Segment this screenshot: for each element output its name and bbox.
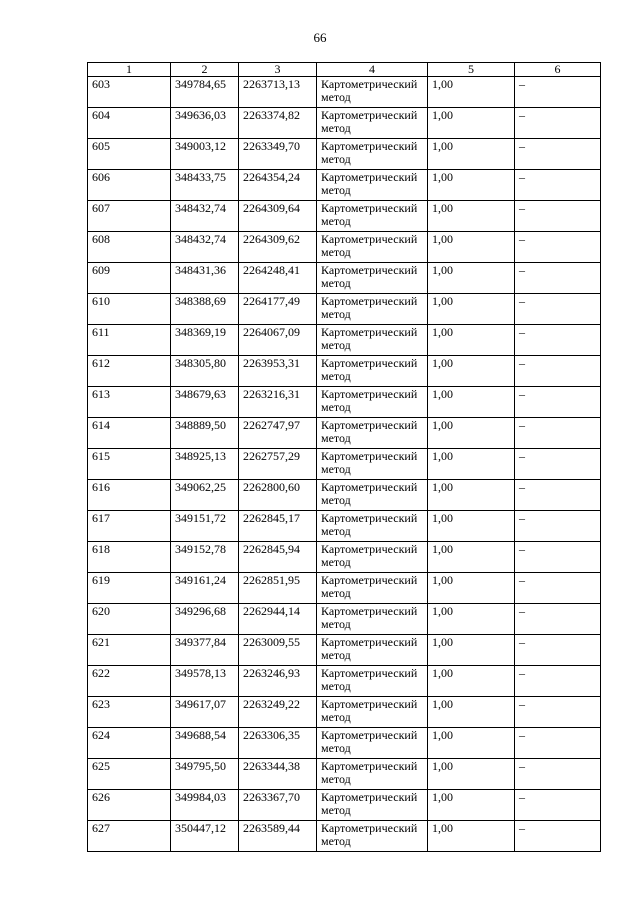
method-text-line-1: Картометрический bbox=[321, 77, 418, 91]
table-row bbox=[88, 511, 601, 542]
method-text-line-2: метод bbox=[321, 617, 351, 631]
point-number-cell: 618 bbox=[88, 542, 171, 573]
x-coordinate-cell: 348433,75 bbox=[171, 170, 239, 201]
method-text-line-1: Картометрический bbox=[321, 418, 418, 432]
table-row bbox=[88, 232, 601, 263]
method-cell bbox=[317, 232, 428, 263]
method-text-line-2: метод bbox=[321, 214, 351, 228]
table-row bbox=[88, 418, 601, 449]
coordinates-table bbox=[87, 62, 601, 852]
accuracy-cell: 1,00 bbox=[428, 294, 515, 325]
y-coordinate-cell: 2262944,14 bbox=[239, 604, 317, 635]
column-header-2: 2 bbox=[171, 63, 239, 77]
note-cell: – bbox=[515, 418, 601, 449]
method-text-line-2: метод bbox=[321, 834, 351, 848]
method-text-line-2: метод bbox=[321, 772, 351, 786]
accuracy-cell: 1,00 bbox=[428, 666, 515, 697]
point-number-cell: 614 bbox=[88, 418, 171, 449]
x-coordinate-cell: 349984,03 bbox=[171, 790, 239, 821]
method-text-line-1: Картометрический bbox=[321, 480, 418, 494]
note-cell: – bbox=[515, 449, 601, 480]
accuracy-cell: 1,00 bbox=[428, 170, 515, 201]
note-cell: – bbox=[515, 542, 601, 573]
method-text-line-2: метод bbox=[321, 493, 351, 507]
method-cell bbox=[317, 387, 428, 418]
table-body bbox=[88, 77, 601, 852]
method-cell bbox=[317, 728, 428, 759]
accuracy-cell: 1,00 bbox=[428, 635, 515, 666]
accuracy-cell: 1,00 bbox=[428, 697, 515, 728]
accuracy-cell: 1,00 bbox=[428, 511, 515, 542]
y-coordinate-cell: 2263374,82 bbox=[239, 108, 317, 139]
method-text-line-1: Картометрический bbox=[321, 604, 418, 618]
note-cell: – bbox=[515, 356, 601, 387]
y-coordinate-cell: 2263216,31 bbox=[239, 387, 317, 418]
accuracy-cell: 1,00 bbox=[428, 480, 515, 511]
note-cell: – bbox=[515, 821, 601, 852]
method-text-line-2: метод bbox=[321, 276, 351, 290]
x-coordinate-cell: 349151,72 bbox=[171, 511, 239, 542]
accuracy-cell: 1,00 bbox=[428, 821, 515, 852]
y-coordinate-cell: 2262747,97 bbox=[239, 418, 317, 449]
method-cell bbox=[317, 201, 428, 232]
column-header-3: 3 bbox=[239, 63, 317, 77]
note-cell: – bbox=[515, 232, 601, 263]
x-coordinate-cell: 349688,54 bbox=[171, 728, 239, 759]
method-text-line-1: Картометрический bbox=[321, 139, 418, 153]
accuracy-cell: 1,00 bbox=[428, 759, 515, 790]
accuracy-cell: 1,00 bbox=[428, 542, 515, 573]
note-cell: – bbox=[515, 139, 601, 170]
point-number-cell: 612 bbox=[88, 356, 171, 387]
table-header bbox=[88, 63, 601, 77]
method-cell bbox=[317, 325, 428, 356]
y-coordinate-cell: 2262800,60 bbox=[239, 480, 317, 511]
method-text-line-1: Картометрический bbox=[321, 821, 418, 835]
table-row bbox=[88, 480, 601, 511]
x-coordinate-cell: 349795,50 bbox=[171, 759, 239, 790]
method-cell bbox=[317, 356, 428, 387]
accuracy-cell: 1,00 bbox=[428, 449, 515, 480]
method-text-line-1: Картометрический bbox=[321, 201, 418, 215]
note-cell: – bbox=[515, 511, 601, 542]
method-text-line-2: метод bbox=[321, 462, 351, 476]
table-row bbox=[88, 201, 601, 232]
point-number-cell: 615 bbox=[88, 449, 171, 480]
table-row bbox=[88, 294, 601, 325]
note-cell: – bbox=[515, 108, 601, 139]
method-text-line-1: Картометрический bbox=[321, 573, 418, 587]
method-text-line-2: метод bbox=[321, 679, 351, 693]
method-text-line-2: метод bbox=[321, 338, 351, 352]
table-row bbox=[88, 77, 601, 108]
point-number-cell: 606 bbox=[88, 170, 171, 201]
method-cell bbox=[317, 480, 428, 511]
table-row bbox=[88, 449, 601, 480]
method-text-line-1: Картометрический bbox=[321, 325, 418, 339]
y-coordinate-cell: 2262845,17 bbox=[239, 511, 317, 542]
note-cell: – bbox=[515, 294, 601, 325]
method-cell bbox=[317, 511, 428, 542]
point-number-cell: 623 bbox=[88, 697, 171, 728]
method-text-line-2: метод bbox=[321, 152, 351, 166]
note-cell: – bbox=[515, 201, 601, 232]
method-text-line-2: метод bbox=[321, 307, 351, 321]
method-text-line-2: метод bbox=[321, 741, 351, 755]
point-number-cell: 616 bbox=[88, 480, 171, 511]
method-text-line-1: Картометрический bbox=[321, 387, 418, 401]
table-row bbox=[88, 635, 601, 666]
x-coordinate-cell: 349636,03 bbox=[171, 108, 239, 139]
point-number-cell: 619 bbox=[88, 573, 171, 604]
y-coordinate-cell: 2264354,24 bbox=[239, 170, 317, 201]
point-number-cell: 627 bbox=[88, 821, 171, 852]
method-text-line-1: Картометрический bbox=[321, 790, 418, 804]
note-cell: – bbox=[515, 77, 601, 108]
method-text-line-2: метод bbox=[321, 90, 351, 104]
point-number-cell: 611 bbox=[88, 325, 171, 356]
method-cell bbox=[317, 790, 428, 821]
method-text-line-1: Картометрический bbox=[321, 449, 418, 463]
note-cell: – bbox=[515, 728, 601, 759]
y-coordinate-cell: 2263349,70 bbox=[239, 139, 317, 170]
x-coordinate-cell: 348432,74 bbox=[171, 232, 239, 263]
note-cell: – bbox=[515, 263, 601, 294]
y-coordinate-cell: 2263306,35 bbox=[239, 728, 317, 759]
table-row bbox=[88, 325, 601, 356]
table-row bbox=[88, 387, 601, 418]
x-coordinate-cell: 348388,69 bbox=[171, 294, 239, 325]
table-row bbox=[88, 697, 601, 728]
x-coordinate-cell: 349784,65 bbox=[171, 77, 239, 108]
y-coordinate-cell: 2263009,55 bbox=[239, 635, 317, 666]
accuracy-cell: 1,00 bbox=[428, 232, 515, 263]
accuracy-cell: 1,00 bbox=[428, 108, 515, 139]
table-row bbox=[88, 573, 601, 604]
column-header-4: 4 bbox=[317, 63, 428, 77]
accuracy-cell: 1,00 bbox=[428, 418, 515, 449]
point-number-cell: 624 bbox=[88, 728, 171, 759]
point-number-cell: 613 bbox=[88, 387, 171, 418]
accuracy-cell: 1,00 bbox=[428, 728, 515, 759]
accuracy-cell: 1,00 bbox=[428, 263, 515, 294]
method-text-line-1: Картометрический bbox=[321, 697, 418, 711]
method-cell bbox=[317, 449, 428, 480]
point-number-cell: 605 bbox=[88, 139, 171, 170]
column-header-1: 1 bbox=[88, 63, 171, 77]
x-coordinate-cell: 349161,24 bbox=[171, 573, 239, 604]
method-text-line-2: метод bbox=[321, 431, 351, 445]
point-number-cell: 621 bbox=[88, 635, 171, 666]
point-number-cell: 603 bbox=[88, 77, 171, 108]
point-number-cell: 620 bbox=[88, 604, 171, 635]
y-coordinate-cell: 2264067,09 bbox=[239, 325, 317, 356]
point-number-cell: 610 bbox=[88, 294, 171, 325]
y-coordinate-cell: 2264248,41 bbox=[239, 263, 317, 294]
x-coordinate-cell: 348679,63 bbox=[171, 387, 239, 418]
x-coordinate-cell: 348889,50 bbox=[171, 418, 239, 449]
note-cell: – bbox=[515, 170, 601, 201]
table-row bbox=[88, 139, 601, 170]
note-cell: – bbox=[515, 604, 601, 635]
x-coordinate-cell: 350447,12 bbox=[171, 821, 239, 852]
table-row bbox=[88, 790, 601, 821]
table-row bbox=[88, 170, 601, 201]
method-text-line-1: Картометрический bbox=[321, 511, 418, 525]
method-text-line-1: Картометрический bbox=[321, 108, 418, 122]
point-number-cell: 625 bbox=[88, 759, 171, 790]
x-coordinate-cell: 348925,13 bbox=[171, 449, 239, 480]
note-cell: – bbox=[515, 666, 601, 697]
method-text-line-2: метод bbox=[321, 586, 351, 600]
note-cell: – bbox=[515, 573, 601, 604]
table-row bbox=[88, 542, 601, 573]
x-coordinate-cell: 349617,07 bbox=[171, 697, 239, 728]
accuracy-cell: 1,00 bbox=[428, 387, 515, 418]
method-cell bbox=[317, 170, 428, 201]
page-number: 66 bbox=[313, 30, 327, 45]
y-coordinate-cell: 2263367,70 bbox=[239, 790, 317, 821]
method-text-line-2: метод bbox=[321, 245, 351, 259]
method-cell bbox=[317, 294, 428, 325]
method-cell bbox=[317, 821, 428, 852]
method-text-line-1: Картометрический bbox=[321, 294, 418, 308]
x-coordinate-cell: 349578,13 bbox=[171, 666, 239, 697]
note-cell: – bbox=[515, 790, 601, 821]
x-coordinate-cell: 349377,84 bbox=[171, 635, 239, 666]
point-number-cell: 617 bbox=[88, 511, 171, 542]
method-text-line-1: Картометрический bbox=[321, 170, 418, 184]
y-coordinate-cell: 2264309,62 bbox=[239, 232, 317, 263]
method-text-line-2: метод bbox=[321, 710, 351, 724]
table-row bbox=[88, 108, 601, 139]
method-cell bbox=[317, 263, 428, 294]
method-text-line-2: метод bbox=[321, 648, 351, 662]
x-coordinate-cell: 348369,19 bbox=[171, 325, 239, 356]
method-cell bbox=[317, 635, 428, 666]
method-cell bbox=[317, 542, 428, 573]
note-cell: – bbox=[515, 387, 601, 418]
accuracy-cell: 1,00 bbox=[428, 356, 515, 387]
method-cell bbox=[317, 108, 428, 139]
accuracy-cell: 1,00 bbox=[428, 201, 515, 232]
point-number-cell: 626 bbox=[88, 790, 171, 821]
method-cell bbox=[317, 77, 428, 108]
accuracy-cell: 1,00 bbox=[428, 77, 515, 108]
point-number-cell: 609 bbox=[88, 263, 171, 294]
method-text-line-2: метод bbox=[321, 369, 351, 383]
y-coordinate-cell: 2263246,93 bbox=[239, 666, 317, 697]
point-number-cell: 622 bbox=[88, 666, 171, 697]
accuracy-cell: 1,00 bbox=[428, 325, 515, 356]
table-row bbox=[88, 666, 601, 697]
note-cell: – bbox=[515, 759, 601, 790]
column-header-5: 5 bbox=[428, 63, 515, 77]
method-text-line-1: Картометрический bbox=[321, 542, 418, 556]
x-coordinate-cell: 348431,36 bbox=[171, 263, 239, 294]
accuracy-cell: 1,00 bbox=[428, 604, 515, 635]
column-header-6: 6 bbox=[515, 63, 601, 77]
x-coordinate-cell: 348305,80 bbox=[171, 356, 239, 387]
method-text-line-1: Картометрический bbox=[321, 635, 418, 649]
method-cell bbox=[317, 139, 428, 170]
accuracy-cell: 1,00 bbox=[428, 139, 515, 170]
method-text-line-1: Картометрический bbox=[321, 232, 418, 246]
point-number-cell: 607 bbox=[88, 201, 171, 232]
method-text-line-2: метод bbox=[321, 121, 351, 135]
method-cell bbox=[317, 666, 428, 697]
note-cell: – bbox=[515, 635, 601, 666]
method-text-line-1: Картометрический bbox=[321, 728, 418, 742]
method-text-line-1: Картометрический bbox=[321, 356, 418, 370]
method-text-line-2: метод bbox=[321, 555, 351, 569]
method-text-line-2: метод bbox=[321, 803, 351, 817]
method-cell bbox=[317, 759, 428, 790]
method-text-line-1: Картометрический bbox=[321, 263, 418, 277]
table-row bbox=[88, 821, 601, 852]
y-coordinate-cell: 2262851,95 bbox=[239, 573, 317, 604]
table-row bbox=[88, 263, 601, 294]
method-cell bbox=[317, 418, 428, 449]
accuracy-cell: 1,00 bbox=[428, 790, 515, 821]
table-row bbox=[88, 759, 601, 790]
x-coordinate-cell: 349003,12 bbox=[171, 139, 239, 170]
method-text-line-2: метод bbox=[321, 183, 351, 197]
point-number-cell: 608 bbox=[88, 232, 171, 263]
accuracy-cell: 1,00 bbox=[428, 573, 515, 604]
header-row bbox=[88, 63, 601, 77]
method-text-line-1: Картометрический bbox=[321, 759, 418, 773]
y-coordinate-cell: 2262757,29 bbox=[239, 449, 317, 480]
method-cell bbox=[317, 573, 428, 604]
x-coordinate-cell: 349152,78 bbox=[171, 542, 239, 573]
note-cell: – bbox=[515, 325, 601, 356]
y-coordinate-cell: 2264309,64 bbox=[239, 201, 317, 232]
y-coordinate-cell: 2263249,22 bbox=[239, 697, 317, 728]
note-cell: – bbox=[515, 480, 601, 511]
point-number-cell: 604 bbox=[88, 108, 171, 139]
y-coordinate-cell: 2263713,13 bbox=[239, 77, 317, 108]
y-coordinate-cell: 2263953,31 bbox=[239, 356, 317, 387]
note-cell: – bbox=[515, 697, 601, 728]
method-cell bbox=[317, 604, 428, 635]
y-coordinate-cell: 2264177,49 bbox=[239, 294, 317, 325]
y-coordinate-cell: 2263344,38 bbox=[239, 759, 317, 790]
y-coordinate-cell: 2262845,94 bbox=[239, 542, 317, 573]
table-row bbox=[88, 356, 601, 387]
y-coordinate-cell: 2263589,44 bbox=[239, 821, 317, 852]
method-text-line-2: метод bbox=[321, 524, 351, 538]
x-coordinate-cell: 349062,25 bbox=[171, 480, 239, 511]
x-coordinate-cell: 349296,68 bbox=[171, 604, 239, 635]
method-cell bbox=[317, 697, 428, 728]
x-coordinate-cell: 348432,74 bbox=[171, 201, 239, 232]
method-text-line-2: метод bbox=[321, 400, 351, 414]
table-row bbox=[88, 604, 601, 635]
method-text-line-1: Картометрический bbox=[321, 666, 418, 680]
table-row bbox=[88, 728, 601, 759]
